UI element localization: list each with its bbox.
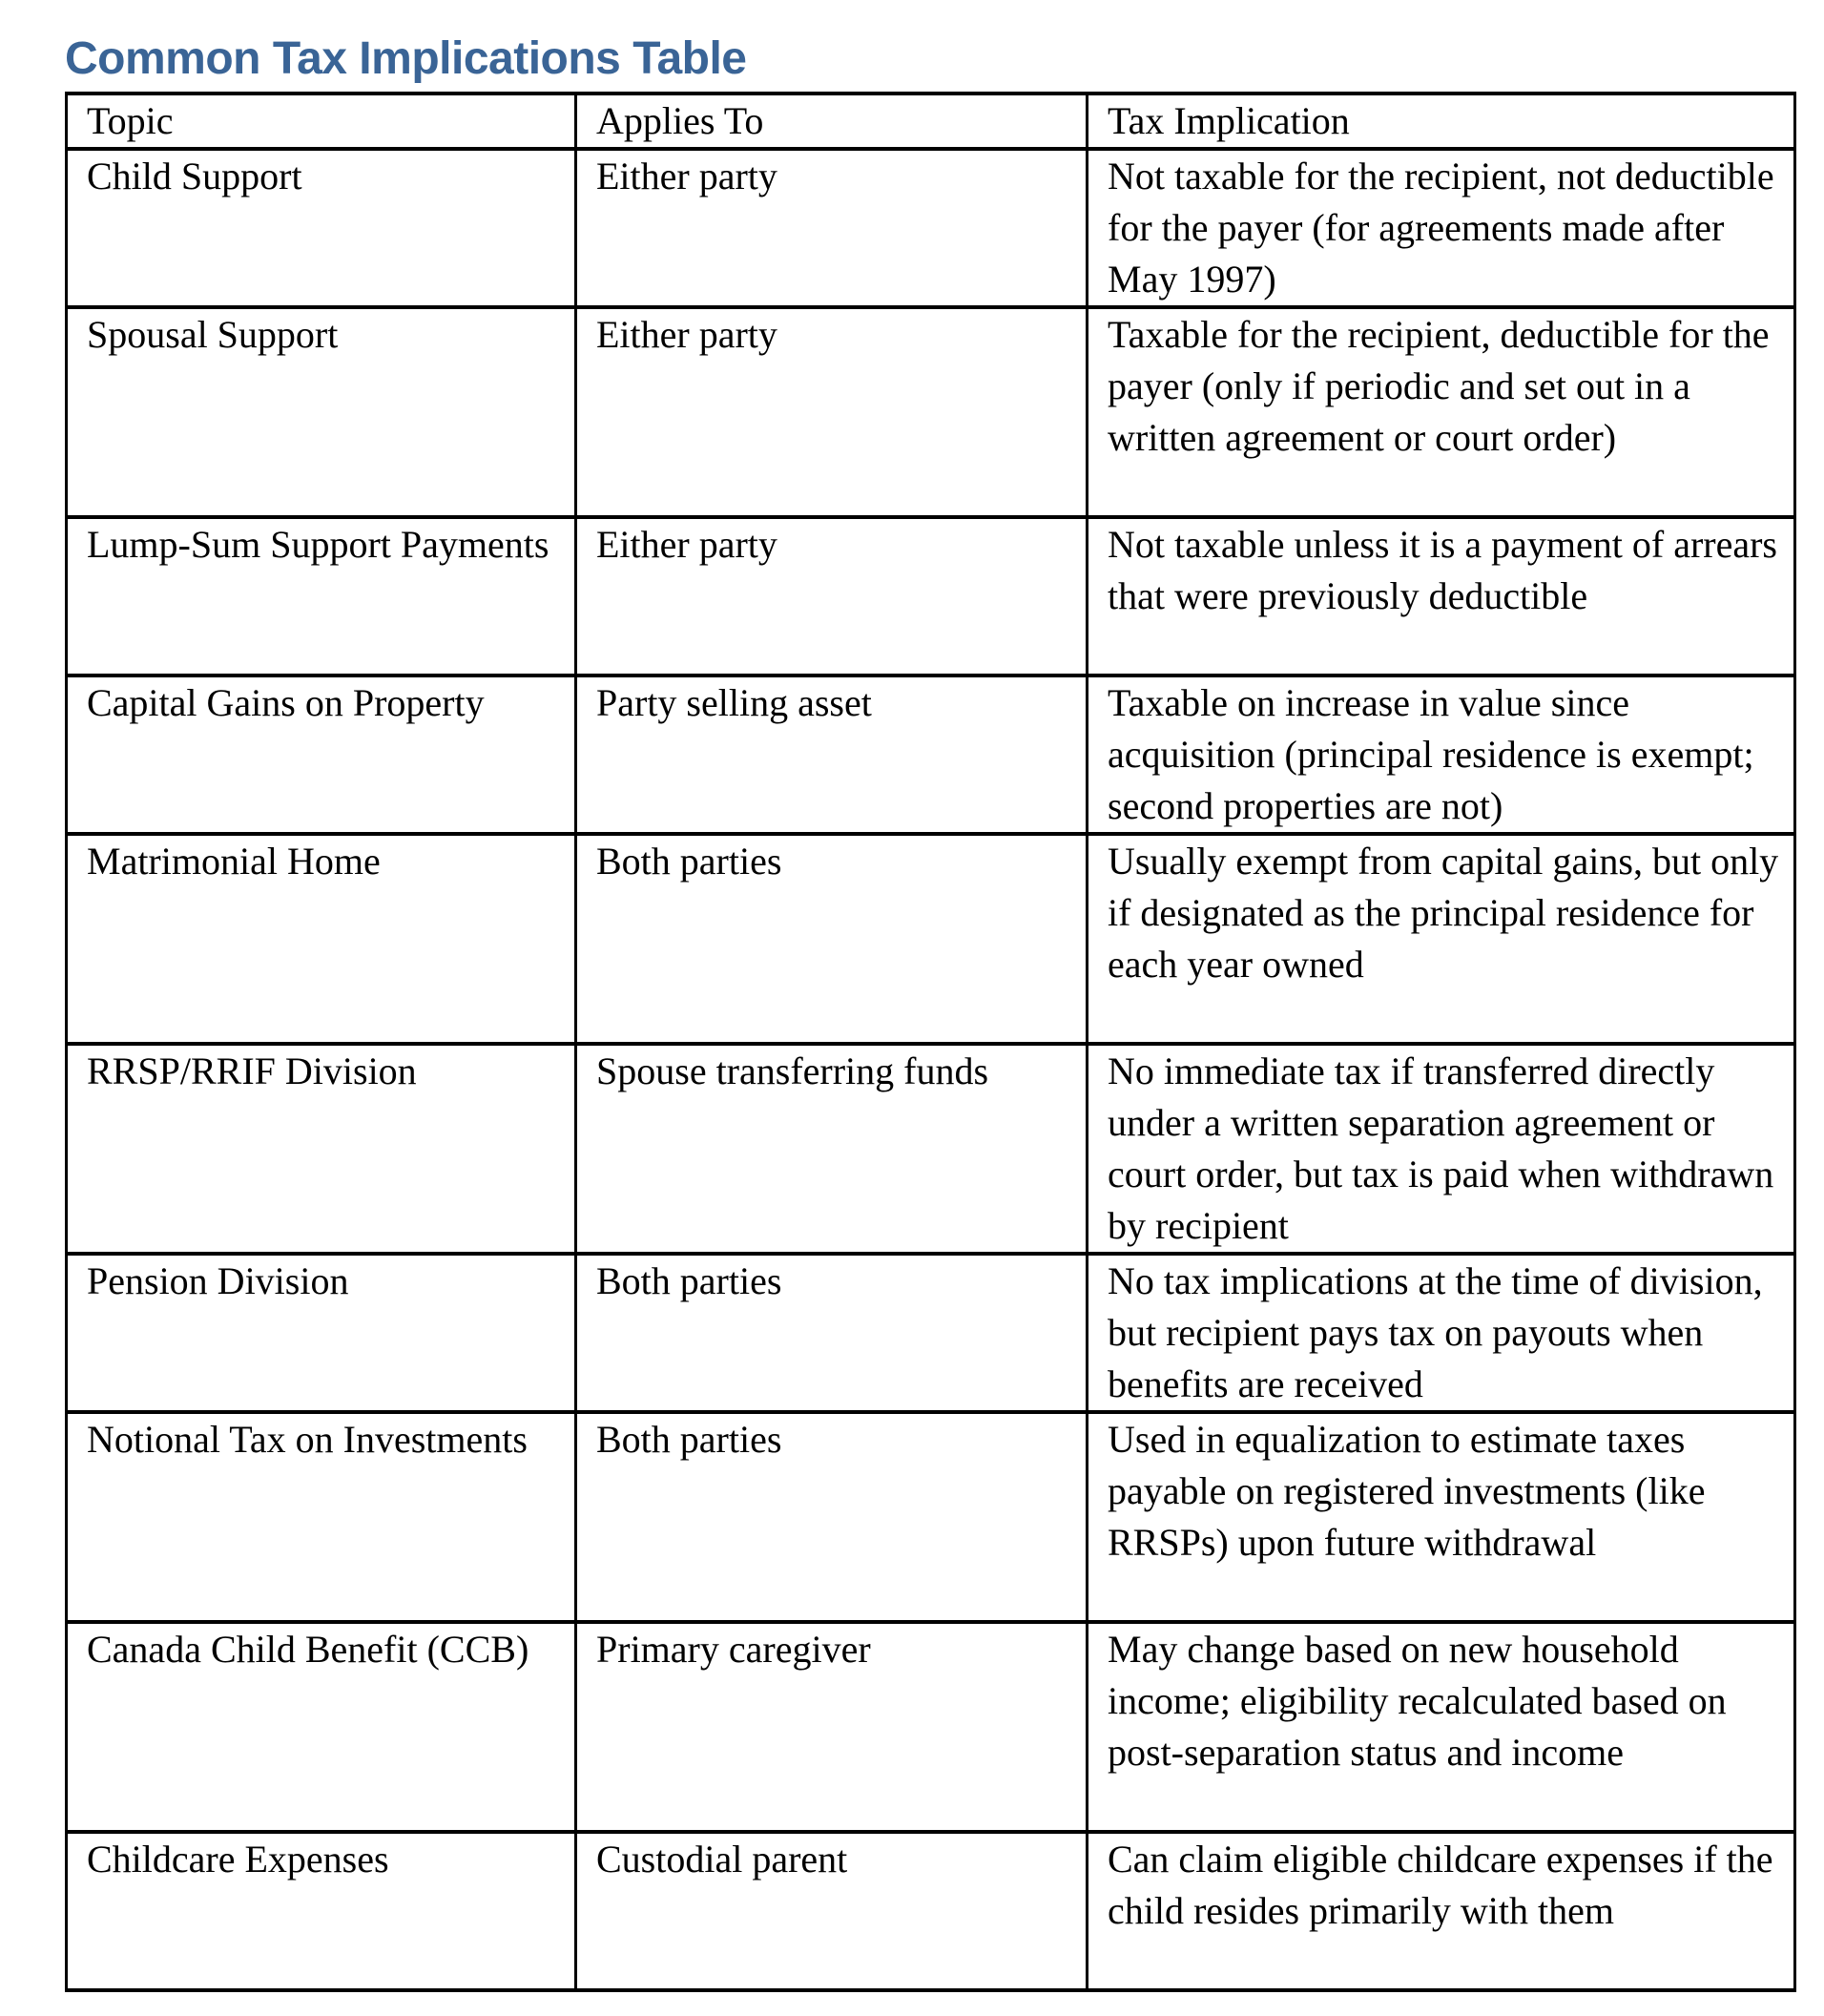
cell-tax-implication: Can claim eligible childcare expenses if the child resides primarily with them — [1088, 1832, 1795, 1990]
cell-applies-to: Either party — [576, 307, 1088, 517]
column-header-tax-implication: Tax Implication — [1088, 94, 1795, 149]
cell-tax-implication: Not taxable for the recipient, not deductible for the payer (for agreements made after May 1997) — [1088, 149, 1795, 307]
cell-applies-to: Custodial parent — [576, 1832, 1088, 1990]
column-header-applies-to: Applies To — [576, 94, 1088, 149]
cell-tax-implication: Taxable on increase in value since acquisition (principal residence is exempt; second properties are not) — [1088, 675, 1795, 834]
table-row — [67, 149, 1795, 307]
cell-topic: Lump-Sum Support Payments — [67, 517, 576, 675]
cell-tax-implication: Usually exempt from capital gains, but only if designated as the principal residence for each year owned — [1088, 834, 1795, 1044]
cell-applies-to: Spouse transferring funds — [576, 1044, 1088, 1254]
cell-applies-to: Either party — [576, 149, 1088, 307]
cell-applies-to: Primary caregiver — [576, 1622, 1088, 1832]
table-row — [67, 307, 1795, 517]
cell-tax-implication: Used in equalization to estimate taxes payable on registered investments (like RRSPs) upon future withdrawal — [1088, 1412, 1795, 1622]
cell-topic: Notional Tax on Investments — [67, 1412, 576, 1622]
cell-topic: Capital Gains on Property — [67, 675, 576, 834]
cell-topic: Child Support — [67, 149, 576, 307]
cell-topic: Spousal Support — [67, 307, 576, 517]
cell-tax-implication: No immediate tax if transferred directly under a written separation agreement or court order, but tax is paid when withdrawn by recipient — [1088, 1044, 1795, 1254]
cell-applies-to: Both parties — [576, 834, 1088, 1044]
table-row — [67, 1832, 1795, 1990]
cell-tax-implication: Not taxable unless it is a payment of arrears that were previously deductible — [1088, 517, 1795, 675]
cell-topic: RRSP/RRIF Division — [67, 1044, 576, 1254]
table-row — [67, 834, 1795, 1044]
tax-implications-table — [65, 92, 1796, 1992]
column-header-topic: Topic — [67, 94, 576, 149]
cell-applies-to: Either party — [576, 517, 1088, 675]
table-row — [67, 1622, 1795, 1832]
table-row — [67, 1412, 1795, 1622]
cell-tax-implication: Taxable for the recipient, deductible for the payer (only if periodic and set out in a written agreement or court order) — [1088, 307, 1795, 517]
cell-tax-implication: May change based on new household income; eligibility recalculated based on post-separation status and income — [1088, 1622, 1795, 1832]
table-header-row — [67, 94, 1795, 149]
cell-topic: Pension Division — [67, 1254, 576, 1412]
cell-applies-to: Both parties — [576, 1412, 1088, 1622]
cell-topic: Childcare Expenses — [67, 1832, 576, 1990]
cell-applies-to: Party selling asset — [576, 675, 1088, 834]
table-row — [67, 1254, 1795, 1412]
cell-topic: Matrimonial Home — [67, 834, 576, 1044]
table-row — [67, 1044, 1795, 1254]
cell-topic: Canada Child Benefit (CCB) — [67, 1622, 576, 1832]
table-title: Common Tax Implications Table — [65, 33, 747, 84]
table-row — [67, 675, 1795, 834]
cell-applies-to: Both parties — [576, 1254, 1088, 1412]
table-row — [67, 517, 1795, 675]
cell-tax-implication: No tax implications at the time of division, but recipient pays tax on payouts when benefits are received — [1088, 1254, 1795, 1412]
